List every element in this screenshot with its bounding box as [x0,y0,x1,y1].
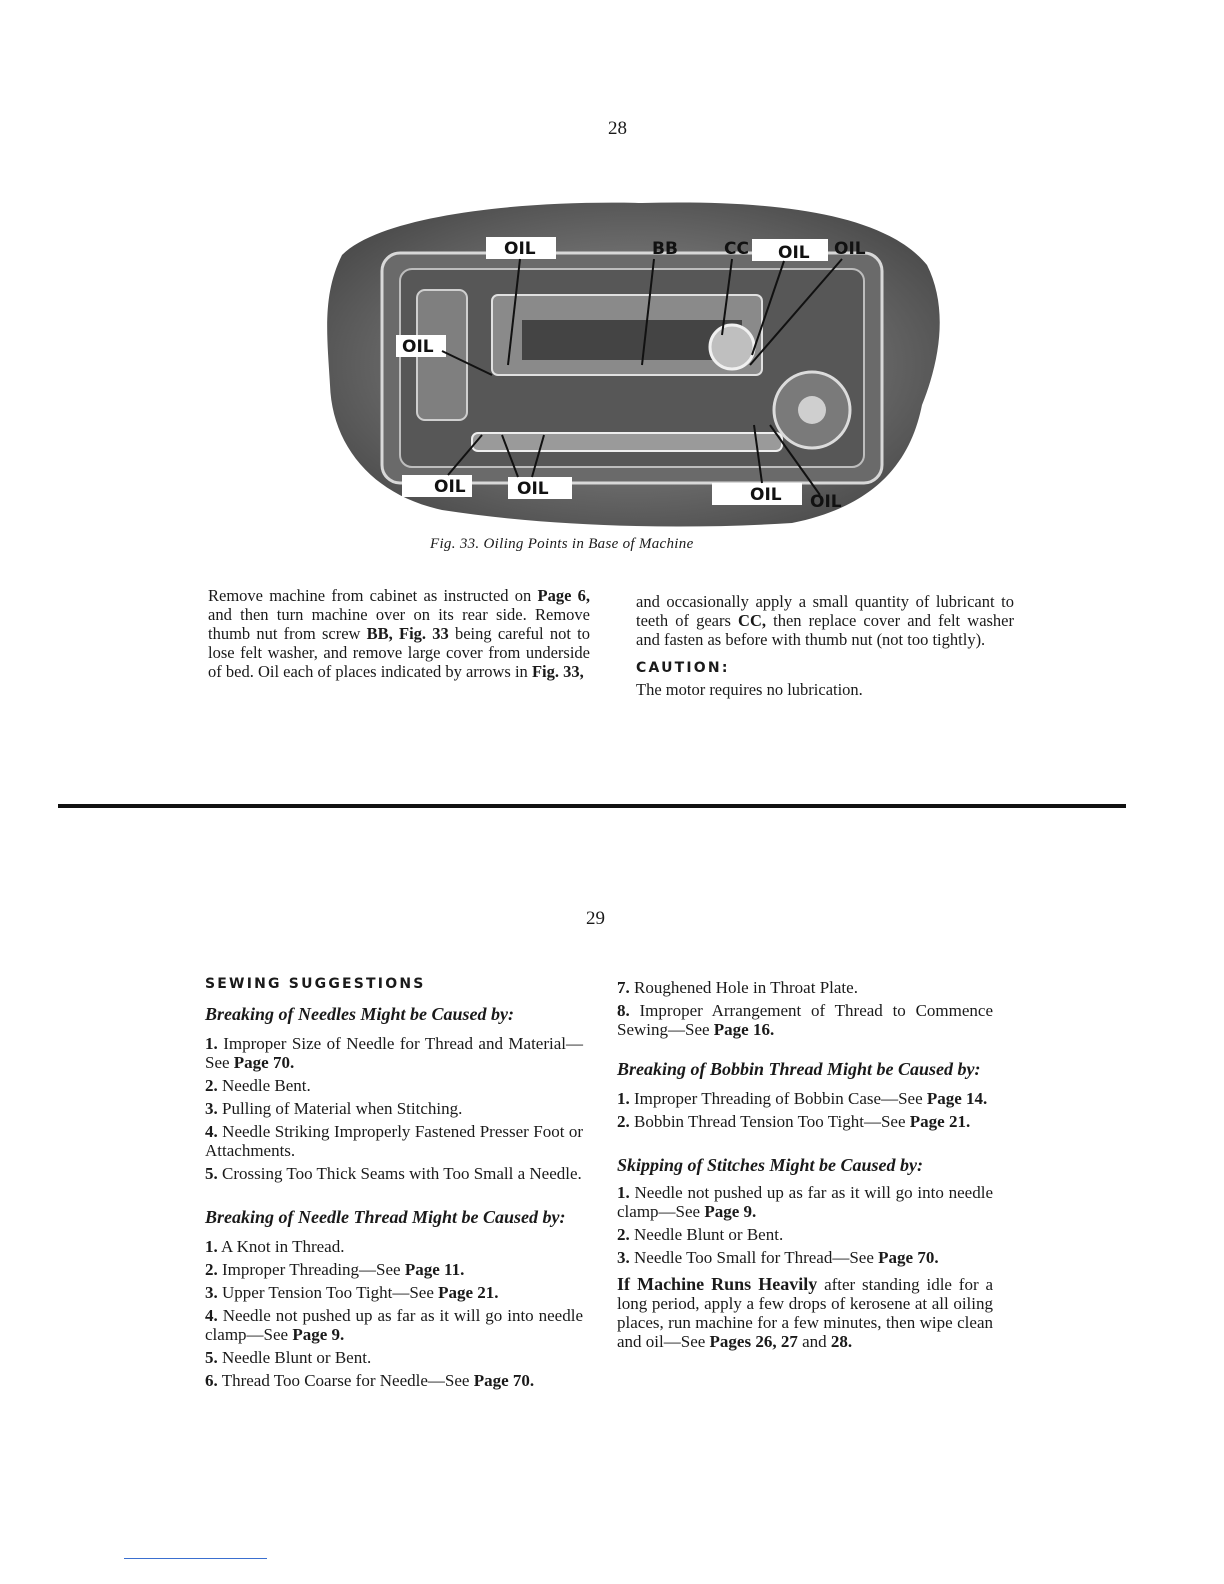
oil-label-bottom-mid: OIL [517,479,549,499]
heavy-running-note: If Machine Runs Heavily after standing idle for a long period, apply a few drops of kerosene at all oiling places, run machine for a few minutes, then wipe clean and oil—See Pages 26, 27 and 28. [617,1274,993,1351]
needle-thread-list [205,1237,583,1390]
list-item: 2. Bobbin Thread Tension Too Tight—See Page 21. [617,1112,971,1131]
oil-label-top: OIL [504,239,536,259]
skipping-heading: Skipping of Stitches Might be Caused by: [617,1155,924,1175]
page-number-28: 28 [608,118,627,139]
list-item: 7. Roughened Hole in Throat Plate. [617,978,858,997]
instr-bold-3: Fig. 33, [531,662,584,681]
oil-label-bottom-right: OIL [750,485,782,505]
heavy-running-lead: If Machine Runs Heavily [617,1274,818,1294]
cc-label: CC [724,239,749,259]
skipping-list [617,1183,993,1267]
needles-cont-list [617,978,993,1039]
caution-heading: CAUTION: [636,660,730,676]
needle-thread-heading: Breaking of Needle Thread Might be Caused by: [205,1207,566,1227]
list-item: 1. Needle not pushed up as far as it will go into needle clamp—See Page 9. [617,1183,993,1221]
list-item: 4. Needle not pushed up as far as it will go into needle clamp—See Page 9. [205,1306,583,1344]
list-item: 4. Needle Striking Improperly Fastened Presser Foot or Attachments. [205,1122,583,1160]
list-item: 2. Improper Threading—See Page 11. [205,1260,465,1279]
list-item: 3. Upper Tension Too Tight—See Page 21. [205,1283,499,1302]
instr-text-3: being careful not to lose felt washer, and remove large cover from underside of bed. Oil each of places indicated by arrows in [208,624,590,681]
gear-cc [710,325,754,369]
list-item: 3. Pulling of Material when Stitching. [205,1099,463,1118]
page-divider [58,804,1126,808]
footer-line [124,1558,267,1559]
list-item: 1. A Knot in Thread. [205,1237,345,1256]
figure-caption: Fig. 33. Oiling Points in Base of Machine [430,536,694,552]
caution-text: The motor requires no lubrication. [636,680,863,699]
oil-label-left: OIL [402,337,434,357]
list-item: 8. Improper Arrangement of Thread to Commence Sewing—See Page 16. [617,1001,993,1039]
oil-label-top-right: OIL [778,243,810,263]
top-right-column [636,592,1014,699]
list-item: 1. Improper Threading of Bobbin Case—See Page 14. [617,1089,988,1108]
instr-text-1: Remove machine from cabinet as instructed on [208,586,538,605]
bobbin-heading: Breaking of Bobbin Thread Might be Caused by: [617,1059,981,1079]
instr-text-2: and then turn machine over on its rear side. Remove thumb nut from screw [208,605,590,643]
needles-heading: Breaking of Needles Might be Caused by: [205,1004,514,1024]
sewing-suggestions-heading: SEWING SUGGESTIONS [205,976,426,992]
lower-shaft [472,433,782,451]
top-left-column [208,586,590,681]
instr-bold-4: CC, [738,611,766,630]
page-number-29: 29 [586,908,605,929]
list-item: 2. Needle Blunt or Bent. [617,1225,784,1244]
list-item: 5. Crossing Too Thick Seams with Too Small a Needle. [205,1164,582,1183]
bobbin-list [617,1089,993,1131]
needles-list [205,1034,583,1183]
list-item: 3. Needle Too Small for Thread—See Page 70. [617,1248,939,1267]
oil-label-bottom-left: OIL [434,477,466,497]
bottom-right-column [617,978,993,1355]
oiling-points-figure [322,195,946,530]
instr-text-5: then replace cover and felt washer and fasten as before with thumb nut (not too tightly). [636,611,1015,649]
oil-label-far-bottom-right: OIL [810,492,842,512]
list-item: 1. Improper Size of Needle for Thread and Material—See Page 70. [205,1034,583,1072]
list-item: 5. Needle Blunt or Bent. [205,1348,372,1367]
instr-bold-1: Page 6, [537,586,590,605]
bb-label: BB [652,239,678,259]
instr-text-4: and occasionally apply a small quantity of lubricant to teeth of gears [636,592,1014,630]
instr-bold-2: BB, Fig. 33 [366,624,449,643]
list-item: 6. Thread Too Coarse for Needle—See Page 70. [205,1371,535,1390]
oil-label-far-right: OIL [834,239,866,259]
bottom-left-column [205,976,583,1394]
list-item: 2. Needle Bent. [205,1076,311,1095]
